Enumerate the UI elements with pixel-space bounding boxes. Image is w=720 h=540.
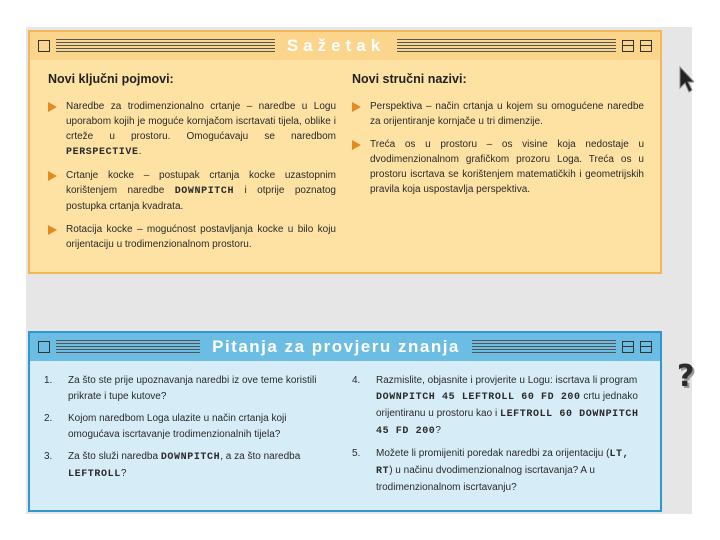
- window-minimize-icon: [622, 341, 634, 353]
- text-run: Možete li promijeniti poredak naredbi za orijentaciju (: [376, 448, 610, 459]
- title-stripes: [397, 39, 616, 53]
- text-run: Treća os u prostoru – os visine koja nedostaje u dvodimenzionalnom grafičkom prozoru Loga. Treća os u prostoru iscrtava se korištenjem matematičkih i geometrijskih pravila koja uspostavlja perspektiva.: [370, 139, 644, 195]
- key-terms-list: [48, 99, 336, 252]
- window-maximize-icon: [640, 341, 652, 353]
- question-item: [352, 446, 648, 496]
- triangle-bullet-icon: [48, 102, 57, 112]
- window-square-icon: [38, 40, 50, 52]
- text-run: Kojom naredbom Loga ulazite u način crtanja koji omogućava iscrtavanje trodimenzionalnih tijela?: [68, 413, 287, 440]
- triangle-bullet-icon: [352, 102, 361, 112]
- list-item: [48, 99, 336, 160]
- technical-terms-list: [352, 99, 644, 197]
- text-run: Za što ste prije upoznavanja naredbi iz ove teme koristili prikrate i tupe kutove?: [68, 375, 317, 402]
- question-number: 5.: [352, 448, 361, 459]
- cursor-arrow-icon: [678, 66, 694, 94]
- logo-command: PERSPECTIVE: [66, 147, 139, 158]
- text-run: i otprije poznatog postupka crtanja kvadrata.: [66, 185, 336, 212]
- logo-command: DOWNPITCH: [174, 186, 235, 197]
- triangle-bullet-icon: [48, 225, 57, 235]
- technical-terms-heading: Novi stručni nazivi:: [352, 72, 467, 86]
- list-item: [48, 168, 336, 214]
- text-run: Rotacija kocke – mogućnost postavljanja kocke u bilo koju orijentaciju u trodimenzionalnom prostoru.: [66, 224, 336, 250]
- logo-command: DOWNPITCH 45 LEFTROLL 60 FD 200: [376, 392, 581, 403]
- text-run: ?: [435, 425, 441, 436]
- question-number: 1.: [44, 375, 53, 386]
- question-number: 4.: [352, 375, 361, 386]
- summary-panel: [28, 30, 662, 274]
- question-item: [44, 449, 338, 483]
- list-item: [352, 99, 644, 129]
- summary-title-bar: [30, 32, 660, 60]
- triangle-bullet-icon: [352, 140, 361, 150]
- list-item: [352, 137, 644, 197]
- technical-terms-column: [352, 72, 644, 205]
- window-maximize-icon: [640, 40, 652, 52]
- text-run: ) u načinu dvodimenzionalnog iscrtavanja? A u trodimenzionalnom iscrtavanju?: [376, 465, 595, 493]
- window-square-icon: [38, 341, 50, 353]
- question-text: [376, 446, 648, 496]
- key-terms-heading: Novi ključni pojmovi:: [48, 72, 174, 86]
- question-item: [44, 373, 338, 405]
- key-terms-column: [48, 72, 336, 260]
- question-text: [68, 411, 338, 443]
- summary-title: Sažetak: [286, 36, 386, 55]
- question-item: [352, 373, 648, 440]
- title-stripes: [56, 340, 200, 354]
- list-item: [48, 222, 336, 252]
- question-item: [44, 411, 338, 443]
- title-stripes: [472, 340, 616, 354]
- question-text: [68, 373, 338, 405]
- questions-left-column: [44, 373, 338, 489]
- text-run: , a za što naredba: [220, 451, 301, 462]
- questions-right-column: [352, 373, 648, 502]
- questions-title-bar: [30, 333, 660, 361]
- window-minimize-icon: [622, 40, 634, 52]
- logo-command: DOWNPITCH: [160, 452, 221, 463]
- question-text: [376, 373, 648, 440]
- text-run: crtu jednako orijentiranu u prostoru kao i: [376, 391, 638, 419]
- text-run: Perspektiva – način crtanja u kojem su omogućene naredbe za orijentiranje kornjače u tri dimenzije.: [370, 101, 644, 127]
- logo-command: LEFTROLL: [68, 469, 121, 480]
- questions-title: Pitanja za provjeru znanja: [212, 337, 460, 356]
- question-number: 2.: [44, 413, 53, 424]
- question-mark-icon: ?: [677, 359, 695, 394]
- question-text: [68, 449, 338, 483]
- triangle-bullet-icon: [48, 171, 57, 181]
- title-stripes: [56, 39, 275, 53]
- text-run: Razmislite, objasnite i provjerite u Logu: iscrtava li program: [376, 375, 638, 386]
- text-run: Crtanje kocke – postupak crtanja kocke uzastopnim korištenjem naredbe: [66, 170, 336, 196]
- text-run: .: [138, 146, 142, 157]
- text-run: Za što služi naredba: [68, 451, 161, 462]
- logo-command: LT, RT: [376, 449, 630, 477]
- text-run: ?: [120, 468, 127, 479]
- questions-panel: [28, 331, 662, 512]
- question-number: 3.: [44, 451, 53, 462]
- logo-command: LEFTROLL 60 DOWNPITCH 45 FD 200: [376, 409, 639, 437]
- text-run: Naredbe za trodimenzionalno crtanje – naredbe u Logu uporabom kojih je moguće kornjačom iscrtavati tijela, oblike i crteže u prostoru. Omogućavaju se naredbom: [66, 101, 336, 142]
